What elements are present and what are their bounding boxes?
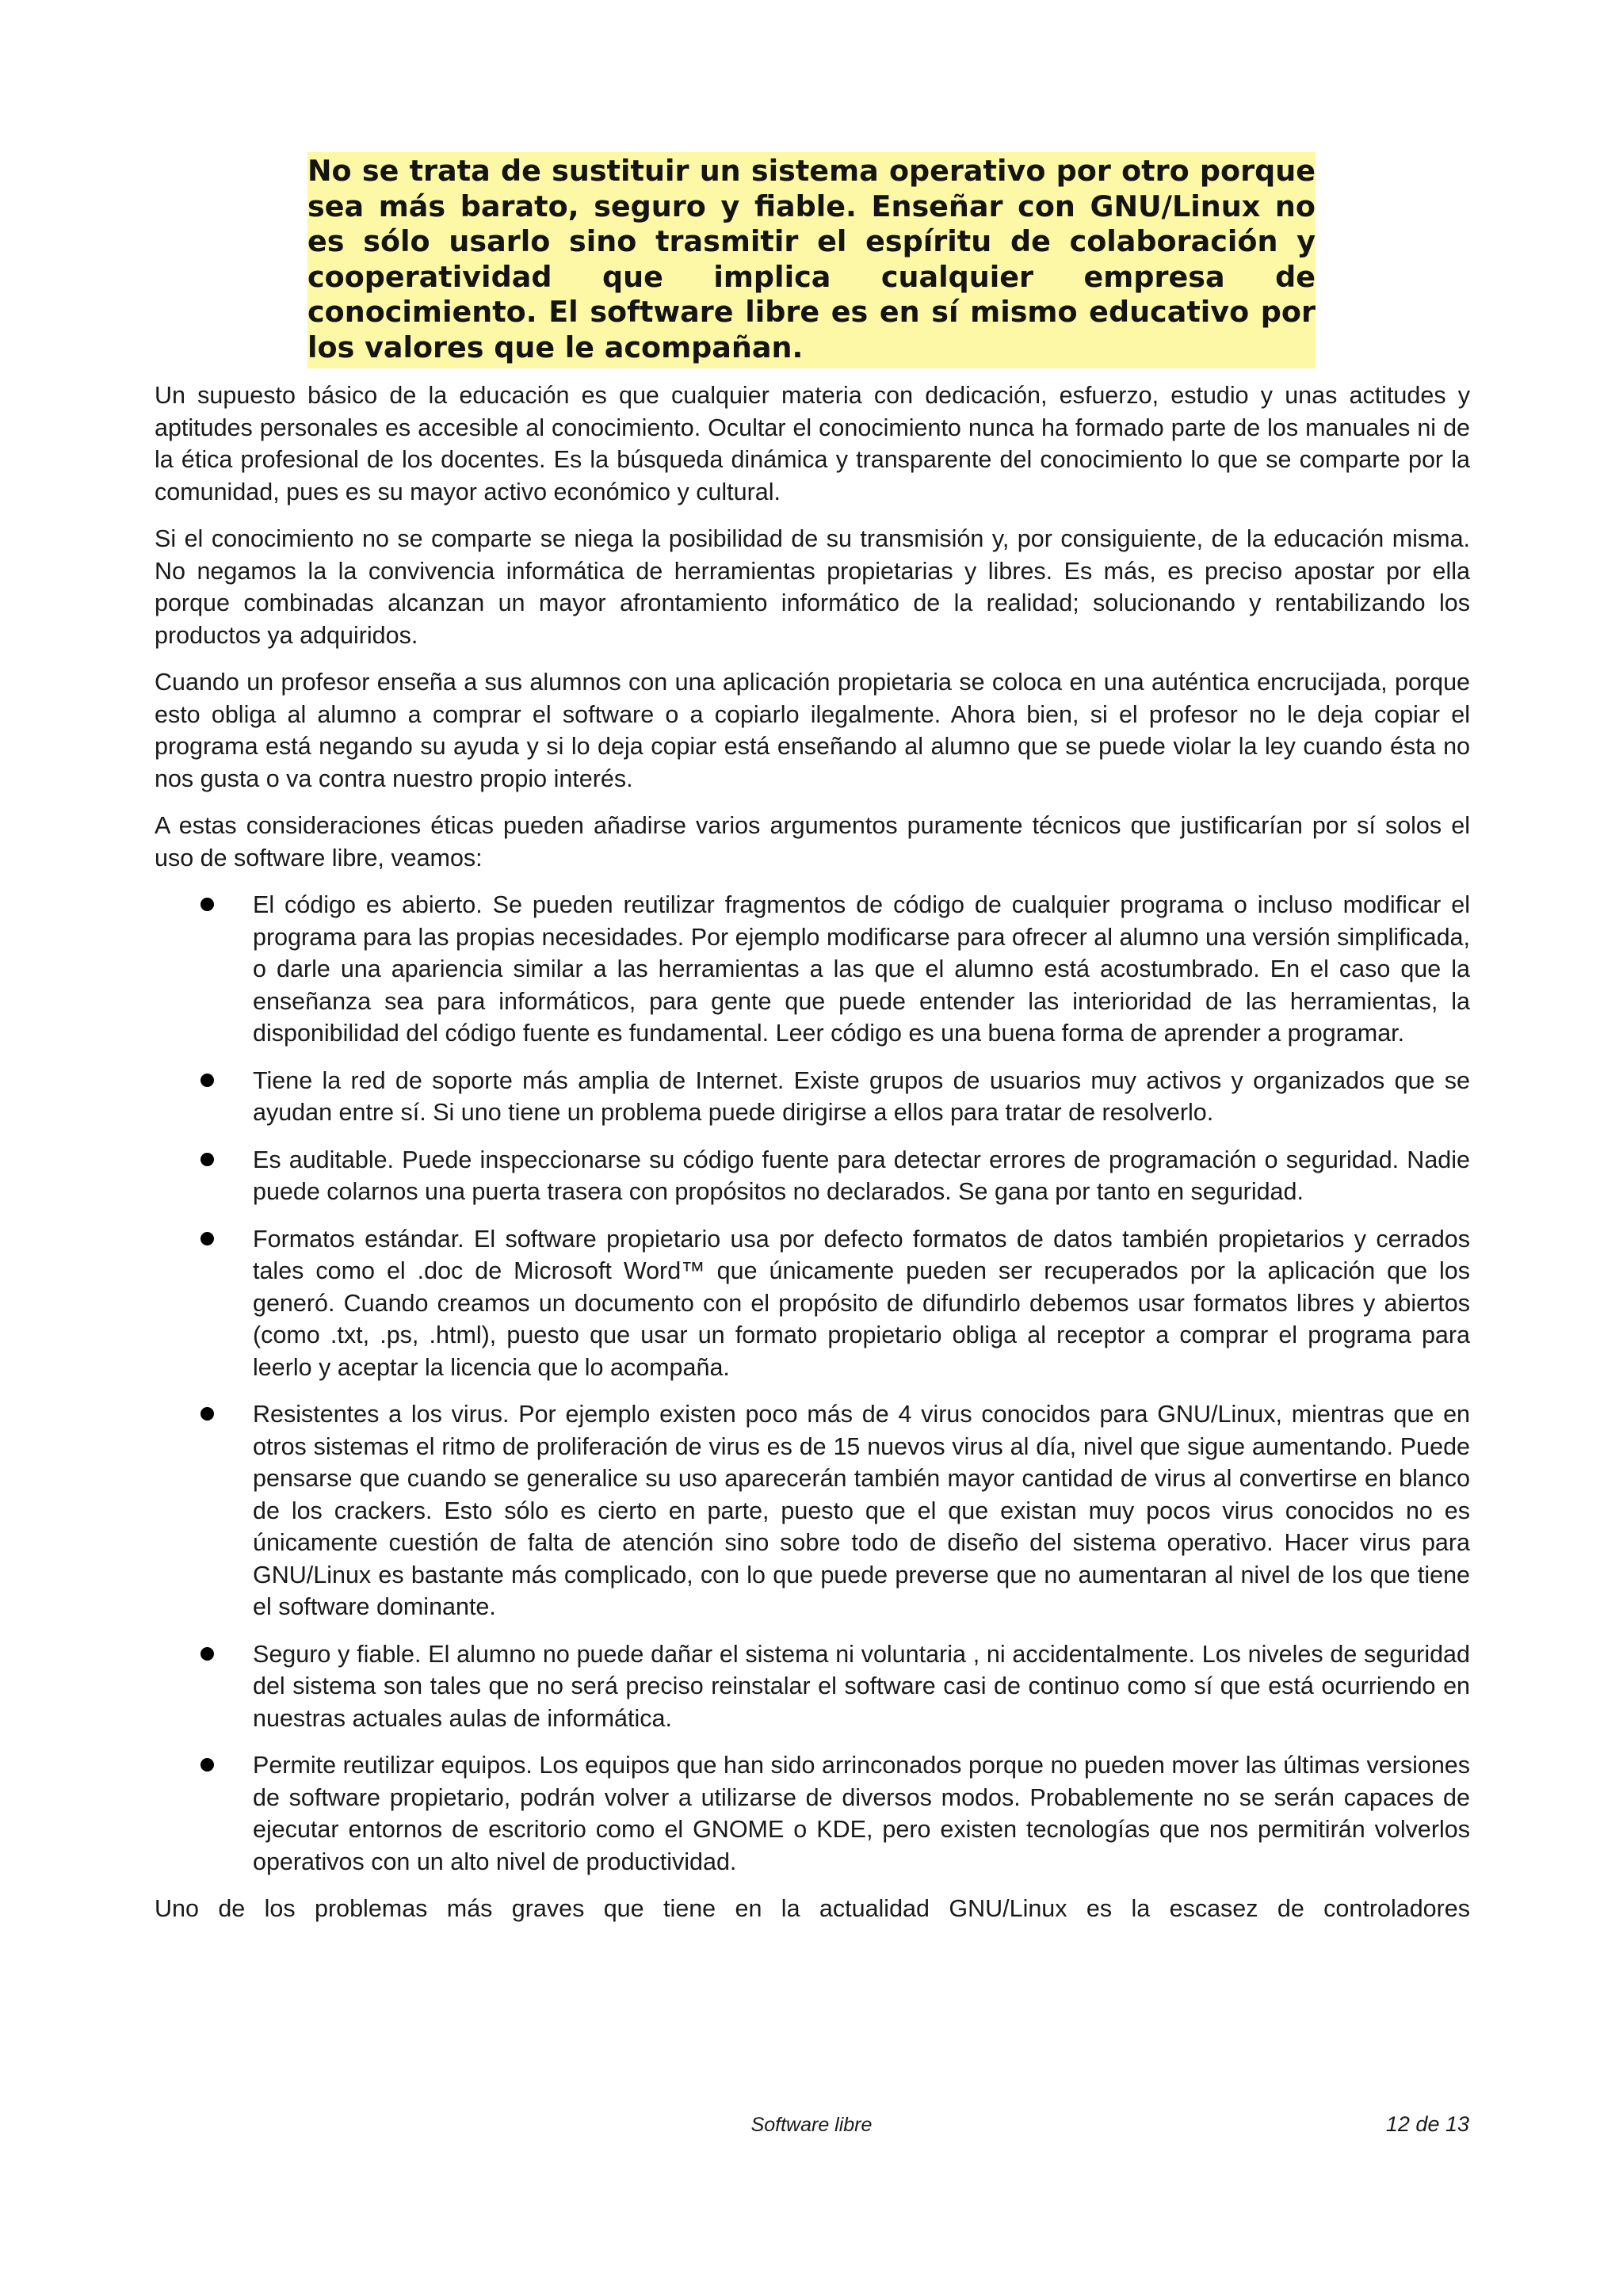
list-item bbox=[253, 1065, 1470, 1129]
bullet-icon bbox=[200, 1153, 214, 1166]
list-item bbox=[253, 1638, 1470, 1735]
list-item bbox=[253, 889, 1470, 1050]
list-item-text: Formatos estándar. El software propietario usa por defecto formatos de datos también propietarios y cerrados tales como el .doc de Microsoft Word™ que únicamente pueden ser recuperados por la aplicación que los generó. Cuando creamos un documento con el propósito de difundirlo debemos usar formatos libres y abiertos (como .txt, .ps, .html), puesto que usar un formato propietario obliga al receptor a comprar el programa para leerlo y aceptar la licencia que lo acompaña. bbox=[253, 1225, 1470, 1381]
list-item-text: Es auditable. Puede inspeccionarse su código fuente para detectar errores de programación o seguridad. Nadie puede colarnos una puerta trasera con propósitos no declarados. Se gana por tanto en seguridad. bbox=[253, 1146, 1470, 1205]
highlighted-callout: No se trata de sustituir un sistema operativo por otro porque sea más barato, seguro y fiable. Enseñar con GNU/Linux no es sólo usarlo sino trasmitir el espíritu de colaboración y cooperatividad que implica cualquier empresa de conocimiento. El software libre es en sí mismo educativo por los valores que le acompañan. bbox=[307, 152, 1316, 368]
footer-title: Software libre bbox=[750, 2114, 873, 2136]
paragraph: Cuando un profesor enseña a sus alumnos con una aplicación propietaria se coloca en una auténtica encrucijada, porque esto obliga al alumno a comprar el software o a copiarlo ilegalmente. Ahora bien, si el profesor no le deja copiar el programa está negando su ayuda y si lo deja copiar está enseñando al alumno que se puede violar la ley cuando ésta no nos gusta o va contra nuestro propio interés. bbox=[155, 669, 1470, 792]
bullet-icon bbox=[200, 1074, 214, 1087]
list-item bbox=[253, 1144, 1470, 1208]
bullet-icon bbox=[200, 1407, 214, 1421]
list-item-text: Permite reutilizar equipos. Los equipos que han sido arrinconados porque no pueden mover las últimas versiones de software propietario, podrán volver a utilizarse de diversos modos. Probablemente no se serán capaces de ejecutar entornos de escritorio como el GNOME o KDE, pero existen tecnologías que nos permitirán volverlos operativos con un alto nivel de productividad. bbox=[253, 1752, 1470, 1875]
list-item bbox=[253, 1749, 1470, 1878]
list-item bbox=[253, 1223, 1470, 1384]
list-item bbox=[253, 1398, 1470, 1623]
paragraph: A estas consideraciones éticas pueden añadirse varios argumentos puramente técnicos que justificarían por sí solos el uso de software libre, veamos: bbox=[155, 812, 1470, 871]
bullet-icon bbox=[200, 1232, 214, 1245]
bullet-icon bbox=[200, 898, 214, 911]
closing-line: Uno de los problemas más graves que tiene en la actualidad GNU/Linux es la escasez de controladores bbox=[155, 1895, 1470, 1922]
paragraph: Un supuesto básico de la educación es que cualquier materia con dedicación, esfuerzo, estudio y unas actitudes y aptitudes personales es accesible al conocimiento. Ocultar el conocimiento nunca ha formado parte de los manuales ni de la ética profesional de los docentes. Es la búsqueda dinámica y transparente del conocimiento lo que se comparte por la comunidad, pues es su mayor activo económico y cultural. bbox=[155, 382, 1470, 505]
bullet-icon bbox=[200, 1647, 214, 1661]
list-item-text: Seguro y fiable. El alumno no puede dañar el sistema ni voluntaria , ni accidentalmente. Los niveles de seguridad del sistema son tales que no será preciso reinstalar el software casi de continuo como sí que está ocurriendo en nuestras actuales aulas de informática. bbox=[253, 1640, 1470, 1732]
page-number: 12 de 13 bbox=[1385, 2112, 1469, 2136]
list-item-text: Resistentes a los virus. Por ejemplo existen poco más de 4 virus conocidos para GNU/Linux, mientras que en otros sistemas el ritmo de proliferación de virus es de 15 nuevos virus al día, nivel que sigue aumentando. Puede pensarse que cuando se generalice su uso aparecerán también mayor cantidad de virus al convertirse en blanco de los crackers. Esto sólo es cierto en parte, puesto que el que existan muy pocos virus conocidos no es únicamente cuestión de falta de atención sino sobre todo de diseño del sistema operativo. Hacer virus para GNU/Linux es bastante más complicado, con lo que puede preverse que no aumentaran al nivel de los que tiene el software dominante. bbox=[253, 1401, 1470, 1620]
paragraph: Si el conocimiento no se comparte se niega la posibilidad de su transmisión y, por consiguiente, de la educación misma. No negamos la la convivencia informática de herramientas propietarias y libres. Es más, es preciso apostar por ella porque combinadas alcanzan un mayor afrontamiento informático de la realidad; solucionando y rentabilizando los productos ya adquiridos. bbox=[155, 525, 1470, 649]
list-item-text: Tiene la red de soporte más amplia de Internet. Existe grupos de usuarios muy activos y organizados que se ayudan entre sí. Si uno tiene un problema puede dirigirse a ellos para tratar de resolverlo. bbox=[253, 1066, 1470, 1126]
body-text bbox=[155, 379, 1470, 1940]
list-item-text: El código es abierto. Se pueden reutilizar fragmentos de código de cualquier programa o incluso modificar el programa para las propias necesidades. Por ejemplo modificarse para ofrecer al alumno una versión simplificada, o darle una apariencia similar a las herramientas a las que el alumno está acostumbrado. En el caso que la enseñanza sea para informáticos, para gente que puede entender las interioridad de las herramientas, la disponibilidad del código fuente es fundamental. Leer código es una buena forma de aprender a programar. bbox=[253, 891, 1470, 1047]
advantages-list bbox=[155, 889, 1470, 1878]
bullet-icon bbox=[200, 1758, 214, 1772]
